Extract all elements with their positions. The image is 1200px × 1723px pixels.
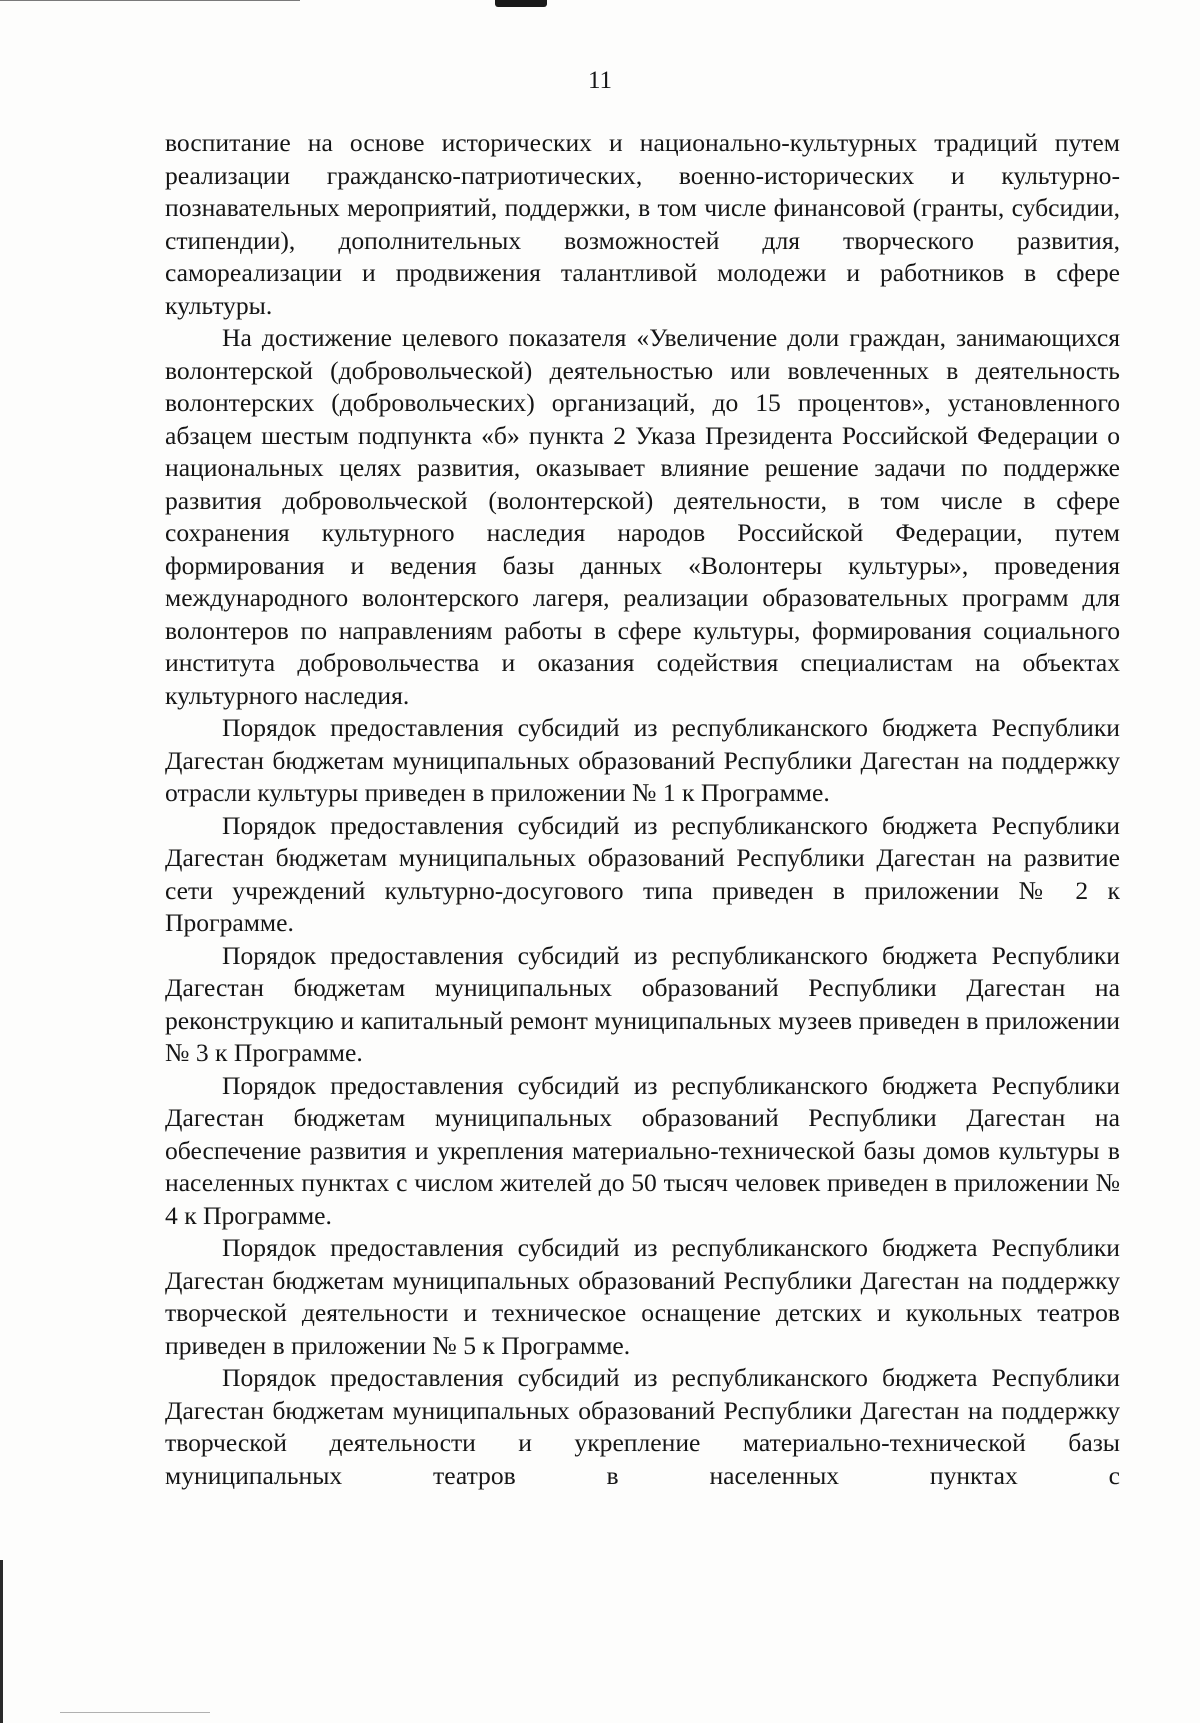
scan-artifact-top-line bbox=[0, 0, 300, 1]
paragraph-subsidy-appendix-2: Порядок предоставления субсидий из республиканского бюджета Республики Дагестан бюджетам муниципальных образований Республики Дагестан на развитие сети учреждений культурно-досугового типа приведен в приложении № 2 к Программе. bbox=[165, 810, 1120, 937]
paragraph-volunteer-target: На достижение целевого показателя «Увеличение доли граждан, занимающихся волонтерской (добровольческой) деятельностью или вовлеченных в деятельность волонтерских (добровольческих) организаций, до 15 процентов», установленного абзацем шестым подпункта «б» пункта 2 Указа Президента Российской Федерации о национальных целях развития, оказывает влияние решение задачи по поддержке развития добровольческой (волонтерской) деятельности, в том числе в сфере сохранения культурного наследия народов Российской Федерации, путем формирования и ведения базы данных «Волонтеры культуры», проведения международного волонтерского лагеря, реализации образовательных программ для волонтеров по направлениям работы в сфере культуры, формирования социального института добровольчества и оказания содействия специалистам на объектах культурного наследия. bbox=[165, 323, 1120, 710]
paragraph-subsidy-appendix-4: Порядок предоставления субсидий из республиканского бюджета Республики Дагестан бюджетам муниципальных образований Республики Дагестан на обеспечение развития и укрепления материально-технической базы домов культуры в населенных пунктах с числом жителей до 50 тысяч человек приведен в приложении № 4 к Программе. bbox=[165, 1070, 1120, 1230]
scan-artifact-top-mark bbox=[495, 0, 547, 7]
document-body bbox=[165, 127, 1120, 1492]
paragraph-subsidy-appendix-5: Порядок предоставления субсидий из республиканского бюджета Республики Дагестан бюджетам муниципальных образований Республики Дагестан на поддержку творческой деятельности и техническое оснащение детских и кукольных театров приведен в приложении № 5 к Программе. bbox=[165, 1233, 1120, 1360]
page-number: 11 bbox=[587, 67, 613, 94]
paragraph-subsidy-appendix-3: Порядок предоставления субсидий из республиканского бюджета Республики Дагестан бюджетам муниципальных образований Республики Дагестан на реконструкцию и капитальный ремонт муниципальных музеев приведен в приложении № 3 к Программе. bbox=[165, 940, 1120, 1067]
paragraph-continuation: воспитание на основе исторических и национально-культурных традиций путем реализации гражданско-патриотических, военно-исторических и культурно-познавательных мероприятий, поддержки, в том числе финансовой (гранты, субсидии, стипендии), дополнительных возможностей для творческого развития, самореализации и продвижения талантливой молодежи и работников в сфере культуры. bbox=[165, 128, 1120, 320]
scan-artifact-left-edge bbox=[0, 1560, 3, 1723]
scan-artifact-bottom-line bbox=[60, 1712, 210, 1713]
paragraph-subsidy-theatres: Порядок предоставления субсидий из республиканского бюджета Республики Дагестан бюджетам муниципальных образований Республики Дагестан на поддержку творческой деятельности и укрепление материально-технической базы муниципальных театров в населенных пунктах с bbox=[165, 1363, 1120, 1490]
paragraph-subsidy-appendix-1: Порядок предоставления субсидий из республиканского бюджета Республики Дагестан бюджетам муниципальных образований Республики Дагестан на поддержку отрасли культуры приведен в приложении № 1 к Программе. bbox=[165, 713, 1120, 807]
